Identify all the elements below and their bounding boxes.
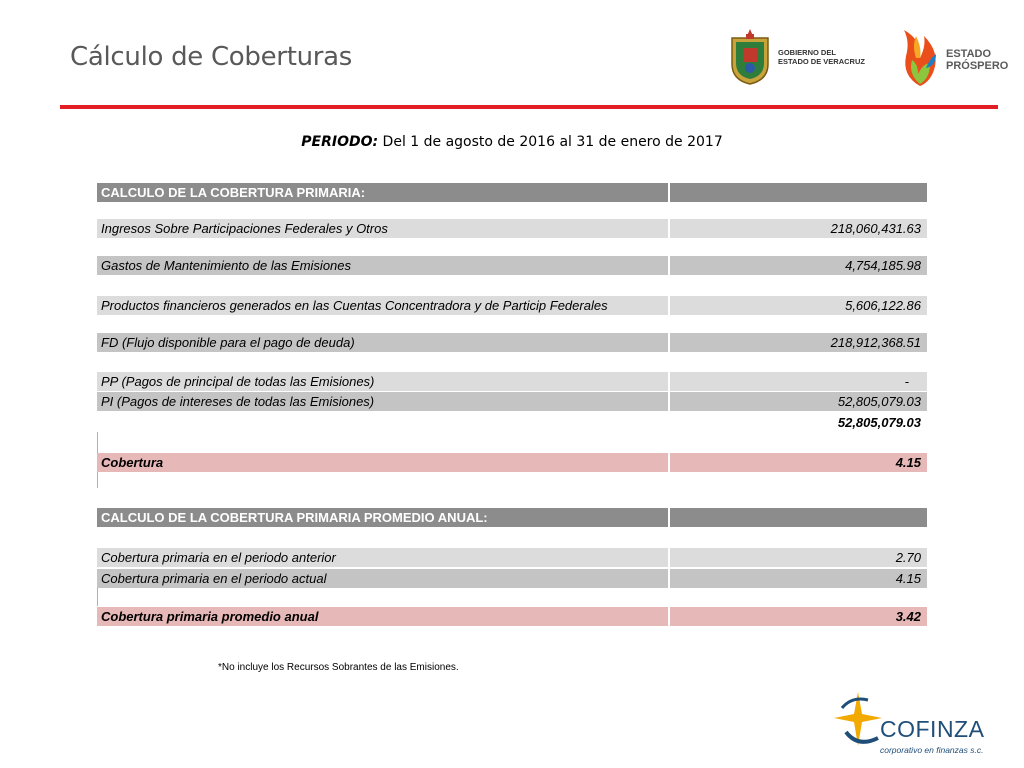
table-row xyxy=(97,548,927,567)
row-value: 218,060,431.63 xyxy=(670,219,927,238)
table-row xyxy=(97,296,927,315)
promedio-heading-row xyxy=(97,508,927,527)
promedio-result-label: Cobertura primaria promedio anual xyxy=(97,607,668,626)
table-row xyxy=(97,392,927,411)
cofinza-tagline: corporativo en finanzas s.c. xyxy=(880,745,984,755)
row-label: FD (Flujo disponible para el pago de deuda) xyxy=(97,333,668,352)
table-row xyxy=(97,256,927,275)
estado-logo-line-2: PRÓSPERO xyxy=(946,60,1009,72)
row-label: PP (Pagos de principal de todas las Emisiones) xyxy=(97,372,668,391)
cobertura-value: 4.15 xyxy=(670,453,927,472)
row-label: Productos financieros generados en las Cuentas Concentradora y de Particip Federales xyxy=(97,296,668,315)
estado-prospero-logo xyxy=(900,28,1012,88)
primaria-heading-row xyxy=(97,183,927,202)
periodo-line xyxy=(0,134,1024,150)
gobierno-veracruz-logo xyxy=(726,28,886,88)
cofinza-logo xyxy=(832,688,1004,762)
flame-icon xyxy=(900,28,942,88)
row-value: 218,912,368.51 xyxy=(670,333,927,352)
table-row xyxy=(97,569,927,588)
cobertura-row xyxy=(97,453,927,472)
table-row xyxy=(97,219,927,238)
row-label: Ingresos Sobre Participaciones Federales y Otros xyxy=(97,219,668,238)
row-value: - xyxy=(670,372,927,391)
row-value: 4,754,185.98 xyxy=(670,256,927,275)
table-row xyxy=(97,372,927,391)
promedio-result-value: 3.42 xyxy=(670,607,927,626)
cofinza-swirl-icon xyxy=(832,688,884,762)
row-value: 4.15 xyxy=(670,569,927,588)
promedio-result-row xyxy=(97,607,927,626)
gov-logo-line-2: ESTADO DE VERACRUZ xyxy=(778,57,865,66)
cofinza-name: COFINZA xyxy=(880,716,985,742)
row-label: Cobertura primaria en el periodo actual xyxy=(97,569,668,588)
row-value: 5,606,122.86 xyxy=(670,296,927,315)
subtotal-row xyxy=(97,413,927,432)
title-divider xyxy=(60,105,998,109)
row-value: 52,805,079.03 xyxy=(670,392,927,411)
table-row xyxy=(97,333,927,352)
periodo-label: PERIODO: xyxy=(301,134,379,150)
gov-logo-line-1: GOBIERNO DEL xyxy=(778,48,836,57)
footnote: *No incluye los Recursos Sobrantes de las Emisiones. xyxy=(218,662,459,673)
promedio-heading: CALCULO DE LA COBERTURA PRIMARIA PROMEDIO ANUAL: xyxy=(97,508,668,527)
table-border-line xyxy=(97,588,98,606)
page-title: Cálculo de Coberturas xyxy=(70,42,353,72)
row-label: PI (Pagos de intereses de todas las Emisiones) xyxy=(97,392,668,411)
subtotal-value: 52,805,079.03 xyxy=(837,415,921,430)
cobertura-label: Cobertura xyxy=(97,453,668,472)
row-label: Cobertura primaria en el periodo anterior xyxy=(97,548,668,567)
estado-logo-line-1: ESTADO xyxy=(946,48,992,60)
primaria-heading: CALCULO DE LA COBERTURA PRIMARIA: xyxy=(97,183,668,202)
periodo-text: Del 1 de agosto de 2016 al 31 de enero de 2017 xyxy=(382,134,723,150)
row-value: 2.70 xyxy=(670,548,927,567)
row-label: Gastos de Mantenimiento de las Emisiones xyxy=(97,256,668,275)
coat-of-arms-icon xyxy=(726,28,774,86)
